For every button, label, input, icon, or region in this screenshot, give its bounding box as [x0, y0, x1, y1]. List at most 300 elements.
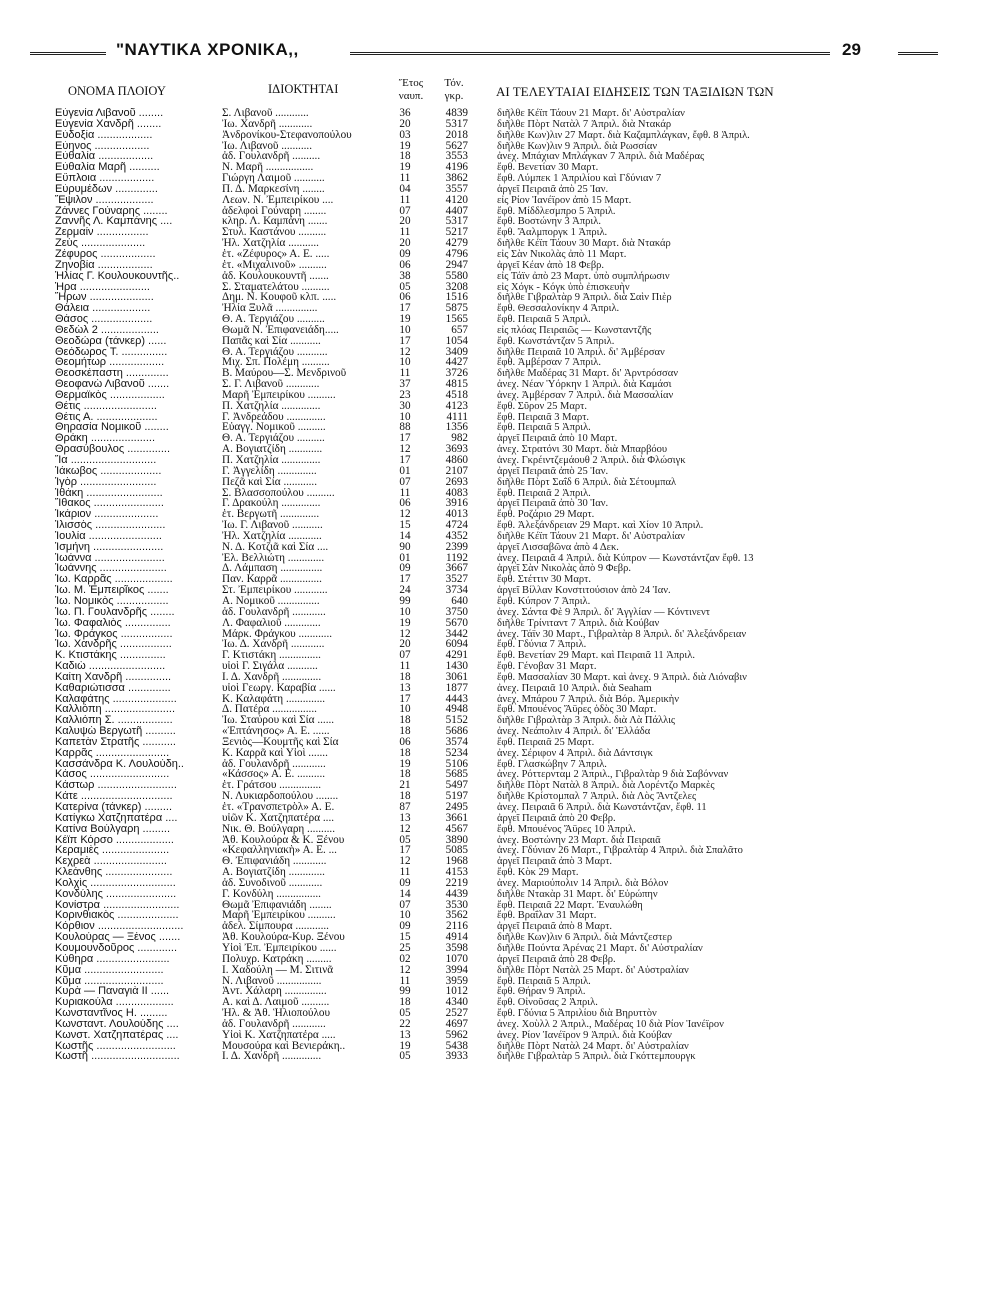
ship-name-cell: Εὐδοξία ..................: [55, 129, 153, 141]
owner-cell: Σ. Γ. Λιβανοῦ ............: [222, 379, 320, 391]
ship-name-cell: Κωνστ. Χατζηπατέρας ....: [55, 1029, 179, 1041]
gross-tons-cell: 4443: [445, 693, 468, 705]
table-row: [0, 878, 1000, 889]
owner-cell: «Κεφαλληνιακὴ» Α. Ε. ...: [222, 845, 337, 857]
table-row: [0, 856, 1000, 867]
gross-tons-cell: 1070: [445, 953, 468, 965]
gross-tons-cell: 4427: [445, 357, 468, 369]
latest-news-cell: ἔφθ. Πειραιᾶ 5 Ἀπριλ.: [497, 314, 591, 326]
year-built-cell: 87: [399, 802, 411, 813]
year-built-cell: 01: [399, 552, 411, 564]
owner-cell: Ν. Δ. Κοτζιᾶ καὶ Σία ....: [222, 541, 329, 553]
year-built-cell: 17: [399, 455, 411, 466]
owner-cell: Μαρῆ Ἐμπειρίκου ..........: [222, 389, 336, 401]
table-row: [0, 520, 1000, 531]
owner-cell: Ἀθ. Κουλούρα-Κυρ. Ξένου: [222, 932, 345, 944]
ship-name-cell: Κῦμα ..........................: [55, 975, 164, 987]
owner-cell: Ἰω. Δ. Χανδρῆ ............: [222, 639, 325, 651]
owner-cell: ἀδ. Γουλανδρῆ ............: [222, 1018, 326, 1030]
ship-name-cell: Κονδύλης .......................: [55, 888, 177, 900]
owner-cell: Ι. Χαδούλη — Μ. Σιτινᾶ: [222, 964, 334, 976]
latest-news-cell: ἀνεχ. Γκρέιντζεμάουθ 2 Ἀπριλ. διὰ Φλώσιγκ: [497, 455, 686, 466]
latest-news-cell: διῆλθε Κέϊπ Τάουν 21 Μαρτ. δι' Αὐστραλίαν: [497, 108, 685, 119]
table-row: [0, 401, 1000, 412]
table-row: [0, 390, 1000, 401]
latest-news-cell: ἀνεχ. Γδύνιαν 26 Μαρτ., Γιβραλτὰρ 4 Ἀπριλ. διὰ Σπαλᾶτο: [497, 845, 743, 857]
gross-tons-cell: 5580: [445, 270, 468, 282]
table-row: [0, 835, 1000, 846]
latest-news-cell: ἔφθ. Πειραιᾶ 25 Μαρτ.: [497, 736, 595, 748]
ship-name-cell: Ἴθακος .......................: [55, 498, 164, 510]
owner-cell: Θ. Α. Τεργιάζου ..........: [222, 314, 325, 326]
ship-name-cell: Ἰω. Π. Γουλανδρῆς ........: [55, 606, 175, 618]
table-row: [0, 954, 1000, 965]
ship-name-cell: Θρασύβουλος ..............: [55, 444, 171, 456]
table-row: [0, 282, 1000, 293]
ship-name-cell: Ἰω. Καρρᾶς ...................: [55, 574, 173, 586]
gross-tons-cell: 3661: [445, 812, 468, 824]
owner-cell: Λ. Φαφαλιοῦ .............: [222, 617, 321, 629]
latest-news-cell: ἀργεῖ Πειραιᾶ ἀπὸ 10 Μαρτ.: [497, 433, 618, 445]
latest-news-cell: ἀνεχ. Ἀμβέρσαν 7 Ἀπριλ. διὰ Μασσαλίαν: [497, 389, 674, 401]
table-row: [0, 368, 1000, 379]
owner-cell: Μάρκ. Φράγκου ............: [222, 628, 333, 640]
gross-tons-cell: 4697: [445, 1018, 468, 1030]
gross-tons-cell: 2219: [445, 877, 468, 889]
ship-name-cell: Ἰγὸρ .........................: [55, 476, 157, 488]
header-rule-middle: [350, 52, 830, 55]
table-row: [0, 748, 1000, 759]
table-row: [0, 737, 1000, 748]
owner-cell: Γιώργη Λαιμοῦ ...........: [222, 173, 325, 185]
ship-name-cell: Ἰουλία ........................: [55, 530, 162, 542]
latest-news-cell: ἀργεῖ Πειραιᾶ ἀπὸ 30 Ἰαν.: [497, 498, 609, 510]
ship-name-cell: Ἠλίας Γ. Κουλουκουντῆς..: [55, 270, 180, 282]
ship-name-cell: Ἰάκωβος ....................: [55, 465, 162, 477]
owner-cell: ἀδελφοὶ Γούναρη ........: [222, 205, 327, 217]
table-row: [0, 314, 1000, 325]
gross-tons-cell: 4724: [445, 520, 468, 532]
column-header-gross-tons: Τόν. γκρ.: [444, 77, 464, 102]
year-built-cell: 09: [399, 921, 411, 933]
gross-tons-cell: 4083: [445, 487, 468, 499]
ship-name-cell: Κατίνα Βούλγαρη .........: [55, 823, 171, 835]
latest-news-cell: ἔφθ. Σῦρον 25 Μαρτ.: [497, 400, 587, 412]
ship-table: [0, 108, 1000, 1062]
ship-name-cell: Κουμουνδοῦρος .............: [55, 942, 178, 954]
year-built-cell: 19: [399, 140, 411, 152]
latest-news-cell: ἔφθ. Κὸκ 29 Μαρτ.: [497, 867, 579, 879]
owner-cell: Μουσούρα καὶ Βενιεράκη..: [222, 1040, 346, 1052]
year-built-cell: 90: [399, 541, 411, 553]
year-built-cell: 05: [399, 281, 411, 293]
year-built-cell: 05: [399, 1008, 411, 1020]
table-row: [0, 336, 1000, 347]
year-built-cell: 15: [399, 932, 411, 944]
table-row: [0, 618, 1000, 629]
gross-tons-cell: 2116: [446, 921, 468, 933]
table-row: [0, 271, 1000, 282]
table-row: [0, 596, 1000, 607]
ship-name-cell: Ἰκάριον .....................: [55, 509, 159, 521]
year-built-cell: 12: [399, 856, 411, 868]
gross-tons-cell: 5875: [445, 303, 468, 315]
gross-tons-cell: 3726: [445, 368, 468, 380]
owner-cell: Γ. Κονδύλη ................: [222, 888, 321, 900]
table-row: [0, 824, 1000, 835]
owner-cell: Ἰω. Χανδρῆ ............: [222, 118, 313, 130]
owner-cell: Κ. Καλαφάτη ..............: [222, 693, 326, 705]
latest-news-cell: ἀνεχ. Σάντα Φὲ 9 Ἀπριλ. δι' Ἀγγλίαν — Κόντινεντ: [497, 606, 710, 618]
latest-news-cell: διῆλθε Κων)λιν 6 Ἀπριλ. διὰ Μάντζεστερ: [497, 932, 673, 944]
latest-news-cell: ἀνεχ. Σέριφον 4 Ἀπριλ. διὰ Δάντσιγκ: [497, 747, 653, 759]
gross-tons-cell: 2018: [445, 129, 468, 141]
year-built-cell: 17: [399, 693, 411, 705]
ship-name-cell: Καλλιόπη Σ. ..................: [55, 715, 173, 727]
ship-name-cell: Θέτις Α. ....................: [55, 411, 158, 423]
owner-cell: ἑτ. «Τρανσπετρὸλ» Α. Ε.: [222, 802, 335, 813]
ship-name-cell: Θεοδώρα (τάνκερ) ......: [55, 335, 167, 347]
ship-name-cell: Ζαννῆς Λ. Καμπάνης ....: [55, 216, 173, 228]
year-built-cell: 17: [399, 335, 411, 347]
gross-tons-cell: 3527: [445, 574, 468, 586]
ship-name-cell: Ἰω. Φαφαλιὸς ...............: [55, 617, 171, 629]
ship-name-cell: Κωστῆς ..........................: [55, 1040, 176, 1052]
table-row: [0, 997, 1000, 1008]
gross-tons-cell: 5317: [445, 216, 468, 228]
table-row: [0, 531, 1000, 542]
ship-name-cell: Κεραμιὲς ......................: [55, 845, 170, 857]
latest-news-cell: ἀνεχ. Νεάπολιν 4 Ἀπριλ. δι' Ἑλλάδα: [497, 726, 651, 738]
latest-news-cell: διῆλθε Τρίνιταντ 7 Ἀπριλ. διὰ Κούβαν: [497, 617, 660, 629]
latest-news-cell: διῆλθε Γιβραλτὰρ 5 Ἀπριλ. διὰ Γκόττεμπουργκ: [497, 1051, 696, 1063]
year-built-cell: 11: [399, 194, 411, 206]
ship-name-cell: Θηρασία Νομικοῦ ........: [55, 422, 169, 434]
ship-name-cell: Κουλούρας — Ξένος .......: [55, 932, 181, 944]
latest-news-cell: διῆλθε Πὸρτ Νατὰλ 8 Ἀπριλ. διὰ Λορέντζο Μαρκὲς: [497, 780, 715, 792]
owner-cell: ἀδ. Γουλανδρῆ ............: [222, 758, 326, 770]
ship-name-cell: Καλαφάτης .....................: [55, 693, 177, 705]
ship-name-cell: Κασσάνδρα Κ. Λουλούδη..: [55, 758, 184, 770]
owner-cell: Πολυχρ. Κατράκη .........: [222, 953, 332, 965]
year-built-cell: 10: [399, 606, 411, 618]
latest-news-cell: ἔφθ. Ἄαλμποργκ 1 Ἀπριλ.: [497, 227, 608, 239]
latest-news-cell: ἀργεῖ Σὰν Νικολὰς ἀπὸ 9 Φεβρ.: [497, 563, 631, 575]
ship-name-cell: Κάτε ..............................: [55, 791, 173, 803]
year-built-cell: 05: [399, 834, 411, 846]
latest-news-cell: διῆλθε Μαδέρας 31 Μαρτ. δι' Ἀρντρόσσαν: [497, 368, 678, 380]
gross-tons-cell: 6094: [445, 639, 468, 651]
owner-cell: Π. Δ. Μαρκεσίνη ........: [222, 183, 325, 195]
table-row: [0, 910, 1000, 921]
ship-name-cell: Εὐρυμέδων ..............: [55, 183, 158, 195]
gross-tons-cell: 5962: [445, 1029, 468, 1041]
year-built-cell: 04: [399, 183, 411, 195]
gross-tons-cell: 4860: [445, 455, 468, 466]
latest-news-cell: εἰς Τάϊν ἀπὸ 23 Μαρτ. ὑπὸ συμπλήρωσιν: [497, 270, 670, 282]
table-row: [0, 553, 1000, 564]
owner-cell: Νικ. Θ. Βούλγαρη ..........: [222, 823, 336, 835]
latest-news-cell: ἀνεχ. Ρόττερνταμ 2 Ἀπριλ., Γιβραλτὰρ 9 διὰ Σαβόνναν: [497, 769, 729, 781]
gross-tons-cell: 2947: [445, 259, 468, 271]
ship-name-cell: Ἥρων .....................: [55, 292, 154, 304]
latest-news-cell: ἀργεῖ Κέαν ἀπὸ 18 Φεβρ.: [497, 259, 605, 271]
owner-cell: υἱῶν Κ. Χατζηπατέρα ....: [222, 812, 335, 824]
latest-news-cell: ἀνεχ. Πειραιᾶ 4 Ἀπριλ. διὰ Κύπρον — Κωνστάντζαν ἔφθ. 13: [497, 552, 754, 564]
table-row: [0, 509, 1000, 520]
year-built-cell: 19: [399, 617, 411, 629]
owner-cell: Παπᾶς καὶ Σία ...........: [222, 335, 321, 347]
table-row: [0, 466, 1000, 477]
gross-tons-cell: 5317: [445, 118, 468, 130]
table-row: [0, 195, 1000, 206]
latest-news-cell: διῆλθε Γιβραλτὰρ 3 Ἀπριλ. διὰ Λὰ Πάλλις: [497, 715, 676, 727]
gross-tons-cell: 4340: [445, 997, 468, 1009]
gross-tons-cell: 657: [451, 324, 468, 336]
latest-news-cell: ἀνεχ. Μπάχιαν Μπλάγκαν 7 Ἀπριλ. διὰ Μαδέρας: [497, 151, 705, 163]
ship-name-cell: Καθαριώτισσα ..............: [55, 682, 171, 694]
year-built-cell: 06: [399, 498, 411, 510]
latest-news-cell: ἀνεχ. Μπάρου 7 Ἀπριλ. διὰ Βόρ. Ἀμερικὴν: [497, 693, 680, 705]
owner-cell: Ν. Μαρῆ .................: [222, 162, 314, 174]
table-row: [0, 151, 1000, 162]
gross-tons-cell: 982: [451, 433, 468, 445]
gross-tons-cell: 640: [451, 595, 468, 607]
latest-news-cell: διῆλθε Ντακὰρ 31 Μαρτ. δι' Εὐρώπην: [497, 888, 658, 900]
year-built-cell: 03: [399, 129, 411, 141]
owner-cell: Γ. Ἀνδρεάδου ..............: [222, 411, 326, 423]
table-row: [0, 1030, 1000, 1041]
column-header-ship-name: ΟΝΟΜΑ ΠΛΟΙΟΥ: [68, 84, 166, 98]
owner-cell: «Ἐπτάνησος» Α. Ε. ......: [222, 726, 330, 738]
owner-cell: Ι. Δ. Χανδρῆ ..............: [222, 671, 322, 683]
gross-tons-cell: 3750: [445, 606, 468, 618]
latest-news-cell: διῆλθε Πὸρτ Νατὰλ 7 Ἀπριλ. διὰ Ντακάρ: [497, 118, 672, 130]
gross-tons-cell: 1877: [445, 682, 468, 694]
owner-cell: Μιχ. Σπ. Πολέμη ..........: [222, 357, 330, 369]
table-row: [0, 238, 1000, 249]
table-row: [0, 585, 1000, 596]
year-built-cell: 24: [399, 585, 411, 597]
ship-name-cell: Ζηνοβία ..................: [55, 259, 153, 271]
year-built-cell: 06: [399, 259, 411, 271]
gross-tons-cell: 3562: [445, 910, 468, 922]
year-built-cell: 18: [399, 769, 411, 781]
gross-tons-cell: 4815: [445, 379, 468, 391]
table-row: [0, 1008, 1000, 1019]
year-built-cell: 36: [399, 108, 411, 119]
ship-name-cell: Θέτις ........................: [55, 400, 157, 412]
gross-tons-cell: 3916: [445, 498, 468, 510]
ship-name-cell: Ἰω. Χανδρῆς .................: [55, 639, 172, 651]
table-row: [0, 726, 1000, 737]
owner-cell: Ἰω. Σταύρου καὶ Σία ......: [222, 715, 335, 727]
year-built-cell: 09: [399, 877, 411, 889]
owner-cell: Ἠλ. & Ἀθ. Ἡλιοπούλου: [222, 1008, 331, 1020]
latest-news-cell: ἔφθ. Ροζάριο 29 Μαρτ.: [497, 509, 595, 521]
year-built-cell: 25: [399, 942, 411, 954]
year-built-cell: 07: [399, 205, 411, 217]
gross-tons-cell: 4839: [445, 108, 468, 119]
owner-cell: Ἀθ. Κουλούρα & Κ. Ξένου: [222, 834, 345, 846]
year-built-cell: 37: [399, 379, 411, 391]
ship-name-cell: Κυρὰ — Παναγιὰ ΙΙ ......: [55, 986, 170, 998]
year-built-cell: 11: [399, 661, 411, 673]
column-header-latest-news: ΑΙ ΤΕΛΕΥΤΑΙΑΙ ΕΙΔΗΣΕΙΣ ΤΩΝ ΤΑΞΙΔΙΩΝ ΤΩΝ: [496, 84, 774, 99]
table-row: [0, 921, 1000, 932]
table-row: [0, 141, 1000, 152]
latest-news-cell: ἀργεῖ Πειραιᾶ ἀπὸ 20 Φεβρ.: [497, 812, 616, 824]
year-built-cell: 07: [399, 476, 411, 488]
gross-tons-cell: 2527: [445, 1008, 468, 1020]
ship-name-cell: Κορινθιακὸς ....................: [55, 910, 179, 922]
ship-name-cell: Κωνσταντῖνος Η. .........: [55, 1008, 168, 1020]
ship-name-cell: Καλυψὼ Βεργωτῆ ..........: [55, 726, 176, 738]
gross-tons-cell: 1968: [445, 856, 468, 868]
gross-tons-cell: 1012: [445, 986, 468, 998]
table-row: [0, 444, 1000, 455]
year-built-cell: 12: [399, 964, 411, 976]
latest-news-cell: διῆλθε Πούντα Ἀρένας 21 Μαρτ. δι' Αὐστραλίαν: [497, 942, 703, 954]
table-row: [0, 780, 1000, 791]
owner-cell: ἀδ. Κουλουκουντῆ .......: [222, 270, 329, 282]
owner-cell: Ἰω. Γ. Λιβανοῦ ...........: [222, 520, 323, 532]
ship-name-cell: Ἡρα .......................: [55, 281, 150, 293]
latest-news-cell: ἀργεῖ Βίλλαν Κονστιτούσιον ἀπὸ 24 Ἰαν.: [497, 585, 671, 597]
latest-news-cell: ἀργεῖ Πειραιᾶ ἀπὸ 25 Ἰαν.: [497, 183, 609, 195]
table-row: [0, 542, 1000, 553]
owner-cell: Π. Χατζηλία ..............: [222, 400, 321, 412]
owner-cell: Υἱοὶ Κ. Χατζηπατέρα .....: [222, 1029, 336, 1041]
ship-name-cell: Ἴα ............................: [55, 455, 157, 466]
table-row: [0, 802, 1000, 813]
gross-tons-cell: 3959: [445, 975, 468, 987]
latest-news-cell: ἀνεχ. Τάϊν 30 Μαρτ., Γιβραλτὰρ 8 Ἀπριλ. δι' Ἀλεξάνδρειαν: [497, 628, 747, 640]
table-row: [0, 498, 1000, 509]
table-row: [0, 813, 1000, 824]
gross-tons-cell: 5497: [445, 780, 468, 792]
gross-tons-cell: 1054: [445, 335, 468, 347]
year-built-cell: 10: [399, 411, 411, 423]
owner-cell: ἀδ. Γουλανδρῆ ..........: [222, 151, 321, 163]
table-row: [0, 672, 1000, 683]
ship-name-cell: Εὐγενία Λιβανοῦ ........: [55, 108, 164, 119]
table-row: [0, 932, 1000, 943]
ship-name-cell: Εὐηνος ..................: [55, 140, 150, 152]
ship-name-cell: Ζεὺς .....................: [55, 238, 146, 250]
gross-tons-cell: 5197: [445, 791, 468, 803]
owner-cell: Γ. Κτιστάκη ...............: [222, 650, 321, 662]
owner-cell: Πεζᾶ καὶ Σία ............: [222, 476, 318, 488]
gross-tons-cell: 3994: [445, 964, 468, 976]
year-built-cell: 20: [399, 216, 411, 228]
gross-tons-cell: 3553: [445, 151, 468, 163]
latest-news-cell: ἔφθ. Γλασκώβην 7 Ἀπριλ.: [497, 758, 607, 770]
table-row: [0, 683, 1000, 694]
year-built-cell: 20: [399, 238, 411, 250]
column-header-year-built: Ἔτος ναυπ.: [398, 77, 424, 102]
table-row: [0, 162, 1000, 173]
year-built-cell: 18: [399, 151, 411, 163]
header-rule-left: [30, 52, 106, 55]
gross-tons-cell: 1430: [445, 661, 468, 673]
owner-cell: Κ. Καρρᾶ καὶ Υἱοὶ .......: [222, 747, 328, 759]
owner-cell: ἀδελ. Σίμπουρα ............: [222, 921, 329, 933]
ship-name-cell: Ἰσμήνη .......................: [55, 541, 164, 553]
table-row: [0, 412, 1000, 423]
owner-cell: Β. Μαύρου—Σ. Μενδρινοῦ: [222, 368, 347, 380]
gross-tons-cell: 3409: [445, 346, 468, 358]
year-built-cell: 23: [399, 389, 411, 401]
year-built-cell: 13: [399, 812, 411, 824]
year-built-cell: 12: [399, 628, 411, 640]
table-row: [0, 791, 1000, 802]
owner-cell: υἱοὶ Γεωργ. Καραβία ......: [222, 682, 336, 694]
gross-tons-cell: 3061: [445, 671, 468, 683]
latest-news-cell: ἀργεῖ Πειραιᾶ ἀπὸ 25 Ἰαν.: [497, 465, 609, 477]
latest-news-cell: ἀνεχ. Ρίον Ἰανέϊρον 9 Ἀπριλ. διὰ Κούβαν: [497, 1029, 672, 1041]
gross-tons-cell: 3557: [445, 183, 468, 195]
year-built-cell: 13: [399, 682, 411, 694]
latest-news-cell: ἔφθ. Πειραιᾶ 22 Μαρτ. Ἐναυλώθη: [497, 899, 643, 911]
latest-news-cell: ἔφθ. Βραΐλαν 31 Μαρτ.: [497, 910, 597, 922]
ship-name-cell: Καδιὼ .........................: [55, 661, 166, 673]
ship-name-cell: Θεομήτωρ ..................: [55, 357, 165, 369]
gross-tons-cell: 5685: [445, 769, 468, 781]
year-built-cell: 38: [399, 270, 411, 282]
table-row: [0, 173, 1000, 184]
table-row: [0, 976, 1000, 987]
latest-news-cell: εἰς Χόγκ - Κόγκ ὑπὸ ἐπισκευὴν: [497, 281, 630, 293]
ship-name-cell: Ζερμαίν .................: [55, 227, 149, 239]
latest-news-cell: ἔφθ. Μπουένος Ἄϋρες 10 Ἀπριλ.: [497, 823, 636, 835]
table-row: [0, 563, 1000, 574]
ship-name-cell: Ζάννες Γούναρης ........: [55, 205, 168, 217]
year-built-cell: 18: [399, 726, 411, 738]
year-built-cell: 11: [399, 227, 411, 239]
year-built-cell: 06: [399, 292, 411, 304]
gross-tons-cell: 1565: [445, 314, 468, 326]
gross-tons-cell: 4439: [445, 888, 468, 900]
ship-name-cell: Κατερίνα (τάνκερ) .........: [55, 802, 173, 813]
gross-tons-cell: 5670: [445, 617, 468, 629]
owner-cell: ἑτ. «Μιχαλινοῦ» ..........: [222, 259, 327, 271]
latest-news-cell: διῆλθε Πὸρτ Νατὰλ 24 Μαρτ. δι' Αὐστραλίαν: [497, 1040, 689, 1052]
latest-news-cell: διῆλθε Κέϊπ Τάουν 30 Μαρτ. διὰ Ντακάρ: [497, 238, 671, 250]
ship-name-cell: Κωστῆ .............................: [55, 1051, 180, 1063]
gross-tons-cell: 4279: [445, 238, 468, 250]
owner-cell: Θωμᾶ Ἐπιφανιάδη ........: [222, 899, 332, 911]
latest-news-cell: ἀνεχ. Στρατόνι 30 Μαρτ. διὰ Μπαρβόου: [497, 444, 668, 456]
latest-news-cell: ἔφθ. Γδύνια 7 Ἀπριλ.: [497, 639, 587, 651]
table-row: [0, 759, 1000, 770]
year-built-cell: 18: [399, 791, 411, 803]
year-built-cell: 18: [399, 747, 411, 759]
latest-news-cell: διῆλθε Πὸρτ Σαΐδ 6 Ἀπριλ. διὰ Σέτουμπαλ: [497, 476, 677, 488]
table-row: [0, 184, 1000, 195]
gross-tons-cell: 5234: [445, 747, 468, 759]
table-row: [0, 845, 1000, 856]
year-built-cell: 88: [399, 422, 411, 434]
gross-tons-cell: 4120: [445, 194, 468, 206]
table-row: [0, 629, 1000, 640]
gross-tons-cell: 2495: [445, 802, 468, 813]
owner-cell: Ἠλ. Χατζηλία ...........: [222, 238, 319, 250]
ship-name-cell: Κέϊπ Κόρσο ...................: [55, 834, 174, 846]
year-built-cell: 19: [399, 758, 411, 770]
ship-name-cell: Ἰθάκη .........................: [55, 487, 163, 499]
owner-cell: Α. Νομικοῦ ...............: [222, 595, 320, 607]
